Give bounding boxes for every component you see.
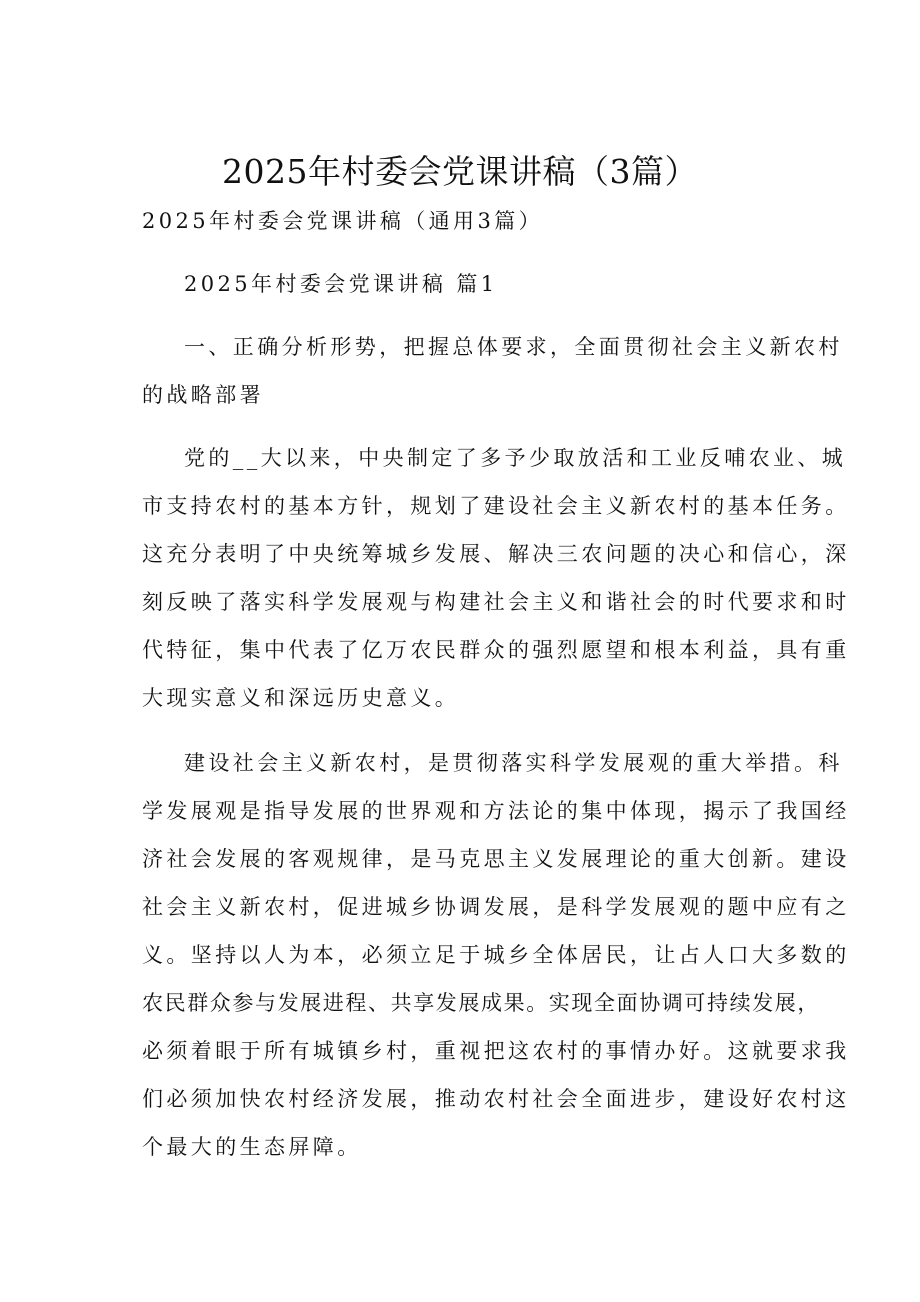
paragraph-line: 一、正确分析形势，把握总体要求，全面贯彻社会主义新农村 xyxy=(184,335,843,359)
paragraph-line: 社会主义新农村，促进城乡协调发展，是科学发展观的题中应有之 xyxy=(142,895,850,919)
document-title: 2025年村委会党课讲稿（3篇） xyxy=(222,152,698,191)
paragraph-line: 济社会发展的客观规律，是马克思主义发展理论的重大创新。建设 xyxy=(142,847,850,871)
paragraph-line: 们必须加快农村经济发展，推动农村社会全面进步，建设好农村这 xyxy=(142,1087,850,1111)
paragraph-line: 必须着眼于所有城镇乡村，重视把这农村的事情办好。这就要求我 xyxy=(142,1039,850,1063)
paragraph-line: 农民群众参与发展进程、共享发展成果。实现全面协调可持续发展， xyxy=(142,991,820,1015)
paragraph-line: 市支持农村的基本方针，规划了建设社会主义新农村的基本任务。 xyxy=(142,494,850,518)
paragraph-line: 刻反映了落实科学发展观与构建社会主义和谐社会的时代要求和时 xyxy=(142,590,850,614)
paragraph-line: 建设社会主义新农村，是贯彻落实科学发展观的重大举措。科 xyxy=(184,751,843,775)
document-subtitle: 2025年村委会党课讲稿（通用3篇） xyxy=(142,209,544,233)
paragraph-line: 这充分表明了中央统筹城乡发展、解决三农问题的决心和信心，深 xyxy=(142,542,850,566)
paragraph-line: 学发展观是指导发展的世界观和方法论的集中体现，揭示了我国经 xyxy=(142,799,850,823)
paragraph-line: 代特征，集中代表了亿万农民群众的强烈愿望和根本利益，具有重 xyxy=(142,638,850,662)
paragraph-line: 的战略部署 xyxy=(142,383,264,407)
section-heading: 2025年村委会党课讲稿 篇1 xyxy=(184,272,498,296)
paragraph-line: 个最大的生态屏障。 xyxy=(142,1135,362,1159)
paragraph-line: 义。坚持以人为本，必须立足于城乡全体居民，让占人口大多数的 xyxy=(142,943,850,967)
paragraph-line: 大现实意义和深远历史意义。 xyxy=(142,686,460,710)
paragraph-line: 党的__大以来，中央制定了多予少取放活和工业反哺农业、城 xyxy=(184,446,847,470)
